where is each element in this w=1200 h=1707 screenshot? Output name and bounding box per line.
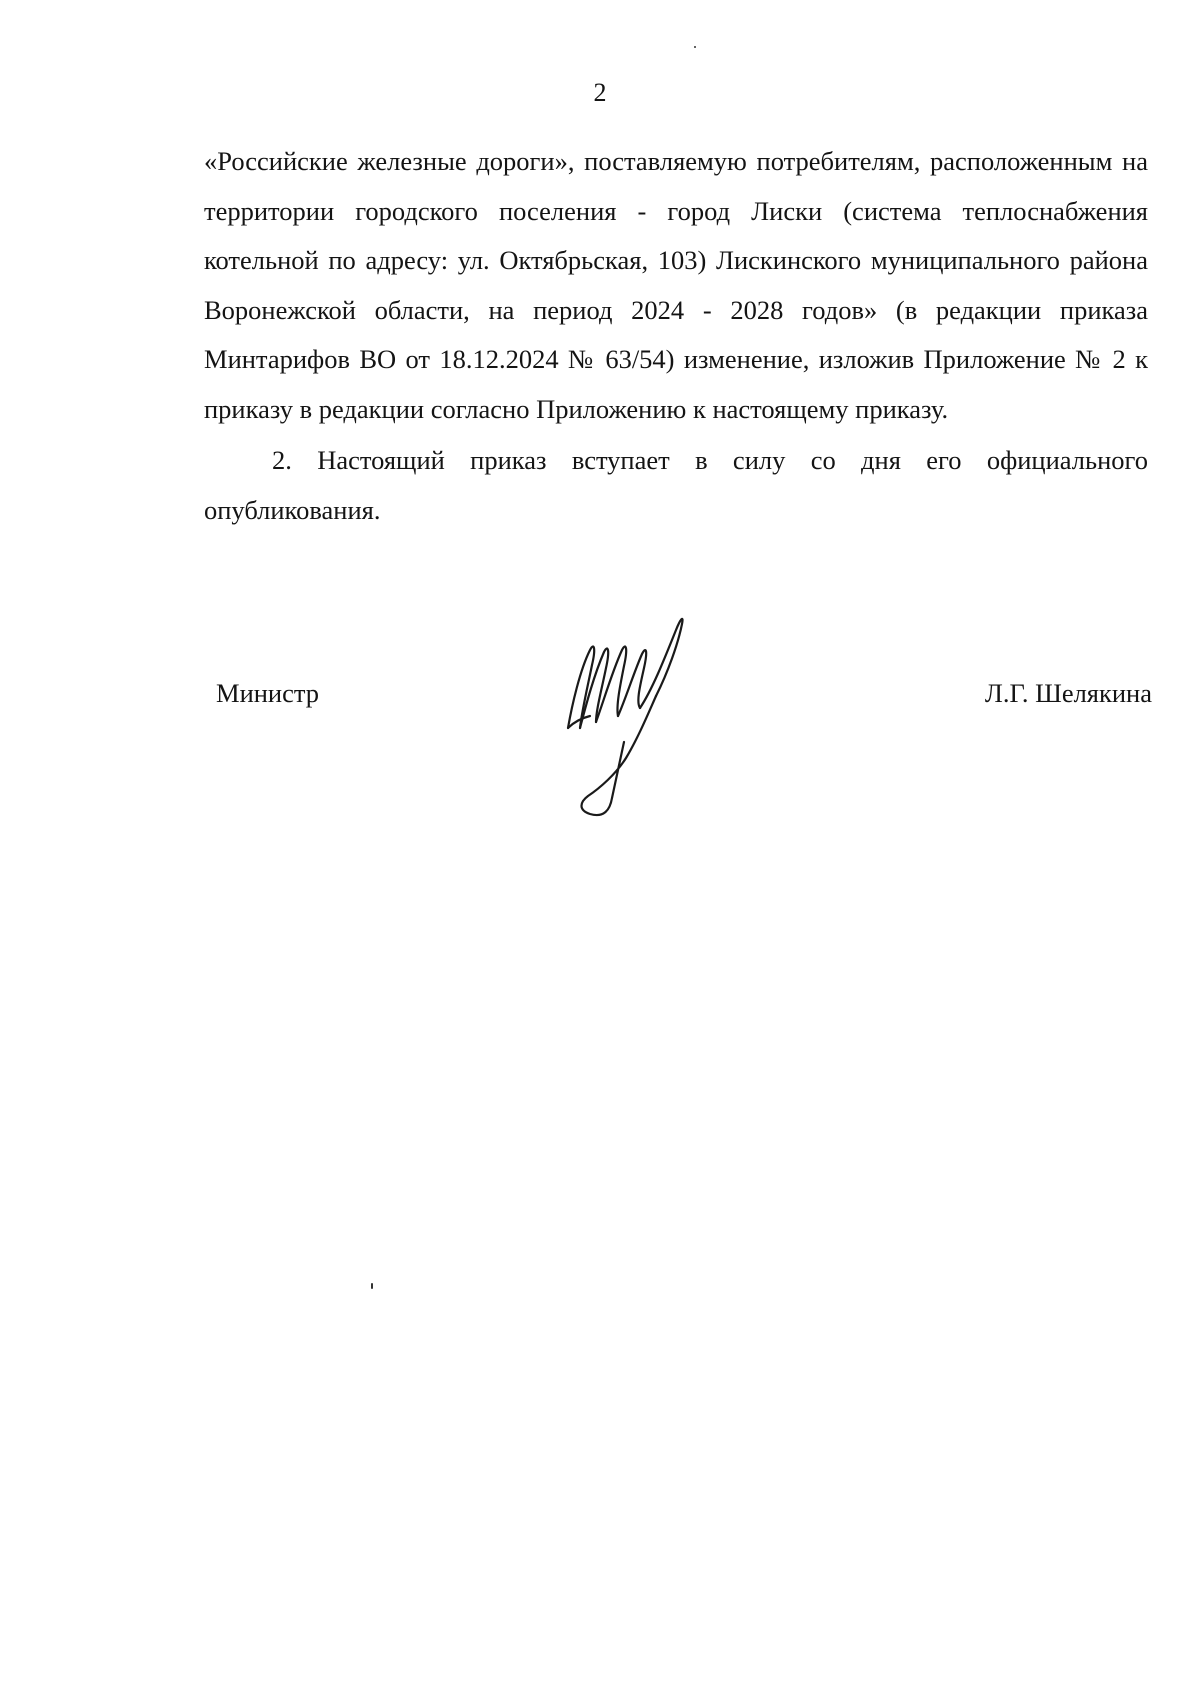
page-number: 2 (593, 78, 607, 107)
paragraph-continuation: «Российские железные дороги», поставляемую потребителям, расположенным на территории городского поселения - город Лиски (система теплоснабжения котельной по адресу: ул. Октябрьская, 103) Лискинского муниципального района Воронежской области, на период 2024 - 2028 годов» (в редакции приказа Минтарифов ВО от 18.12.2024 № 63/54) изменение, изложив Приложение № 2 к приказу в редакции согласно Приложению к настоящему приказу. (204, 146, 1148, 424)
document-body (204, 137, 1148, 535)
signatory-position: Министр (216, 678, 320, 708)
scan-speck (694, 46, 696, 48)
paragraph-item-2: 2. Настоящий приказ вступает в силу со дня его официального опубликования. (204, 445, 1148, 525)
scan-speck (371, 1283, 373, 1289)
signatory-name: Л.Г. Шелякина (984, 678, 1152, 708)
handwritten-signature (560, 610, 710, 830)
